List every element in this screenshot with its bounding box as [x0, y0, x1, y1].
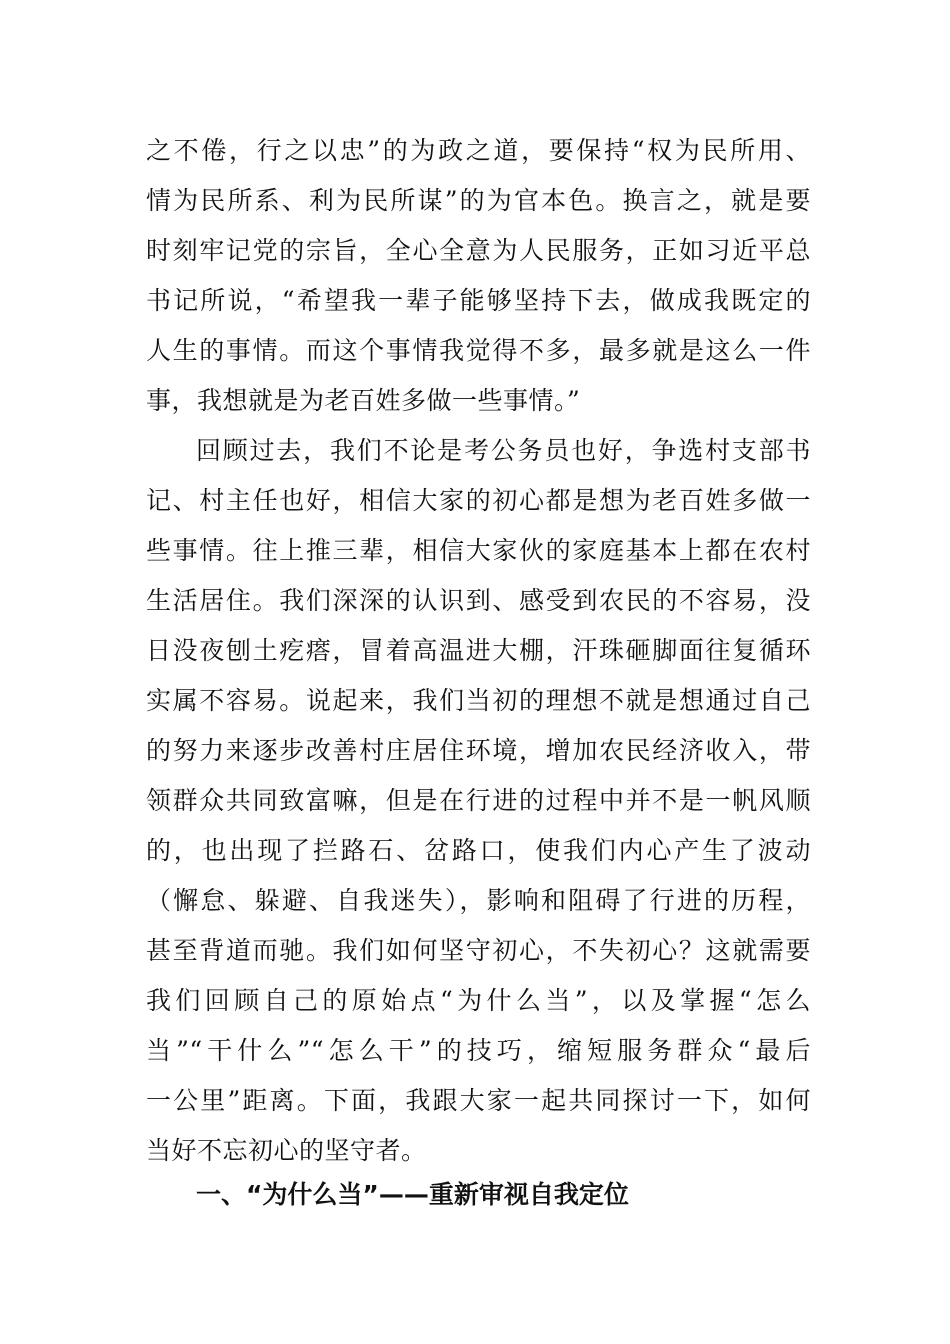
- text-line: 时刻牢记党的宗旨，全心全意为人民服务，正如习近平总: [146, 236, 811, 265]
- text-line: 当好不忘初心的坚守者。: [146, 1136, 427, 1165]
- section-heading: 一、“为什么当”——重新审视自我定位: [196, 1180, 629, 1209]
- text-line: 我们回顾自己的原始点“为什么当”，以及掌握“怎么: [146, 986, 811, 1015]
- text-line: 情为民所系、利为民所谋”的为官本色。换言之，就是要: [146, 186, 811, 215]
- text-line: 记、村主任也好，相信大家的初心都是想为老百姓多做一: [146, 486, 811, 515]
- text-line: 之不倦，行之以忠”的为政之道，要保持“权为民所用、: [146, 136, 811, 165]
- paragraph-continuation: [146, 126, 811, 426]
- text-line: 一公里”距离。下面，我跟大家一起共同探讨一下，如何: [146, 1086, 811, 1115]
- text-line: （懈怠、躲避、自我迷失），影响和阻碍了行进的历程，: [146, 886, 811, 915]
- text-line: 当”“干什么”“怎么干”的技巧，缩短服务群众“最后: [146, 1036, 811, 1065]
- text-line: 回顾过去，我们不论是考公务员也好，争选村支部书: [196, 436, 811, 465]
- text-line: 事，我想就是为老百姓多做一些事情。”: [146, 386, 581, 415]
- text-line: 领群众共同致富嘛，但是在行进的过程中并不是一帆风顺: [146, 786, 811, 815]
- text-line: 甚至背道而驰。我们如何坚守初心，不失初心？这就需要: [146, 936, 811, 965]
- text-line: 生活居住。我们深深的认识到、感受到农民的不容易，没: [146, 586, 811, 615]
- text-line: 人生的事情。而这个事情我觉得不多，最多就是这么一件: [146, 336, 811, 365]
- text-line: 的，也出现了拦路石、岔路口，使我们内心产生了波动: [146, 836, 811, 865]
- text-line: 些事情。往上推三辈，相信大家伙的家庭基本上都在农村: [146, 536, 811, 565]
- text-line: 实属不容易。说起来，我们当初的理想不就是想通过自己: [146, 686, 811, 715]
- paragraph-review-past: [146, 426, 811, 1176]
- text-line: 书记所说，“希望我一辈子能够坚持下去，做成我既定的: [146, 286, 811, 315]
- text-line: 日没夜刨土疙瘩，冒着高温进大棚，汗珠砸脚面往复循环: [146, 636, 811, 665]
- text-line: 的努力来逐步改善村庄居住环境，增加农民经济收入，带: [146, 736, 811, 765]
